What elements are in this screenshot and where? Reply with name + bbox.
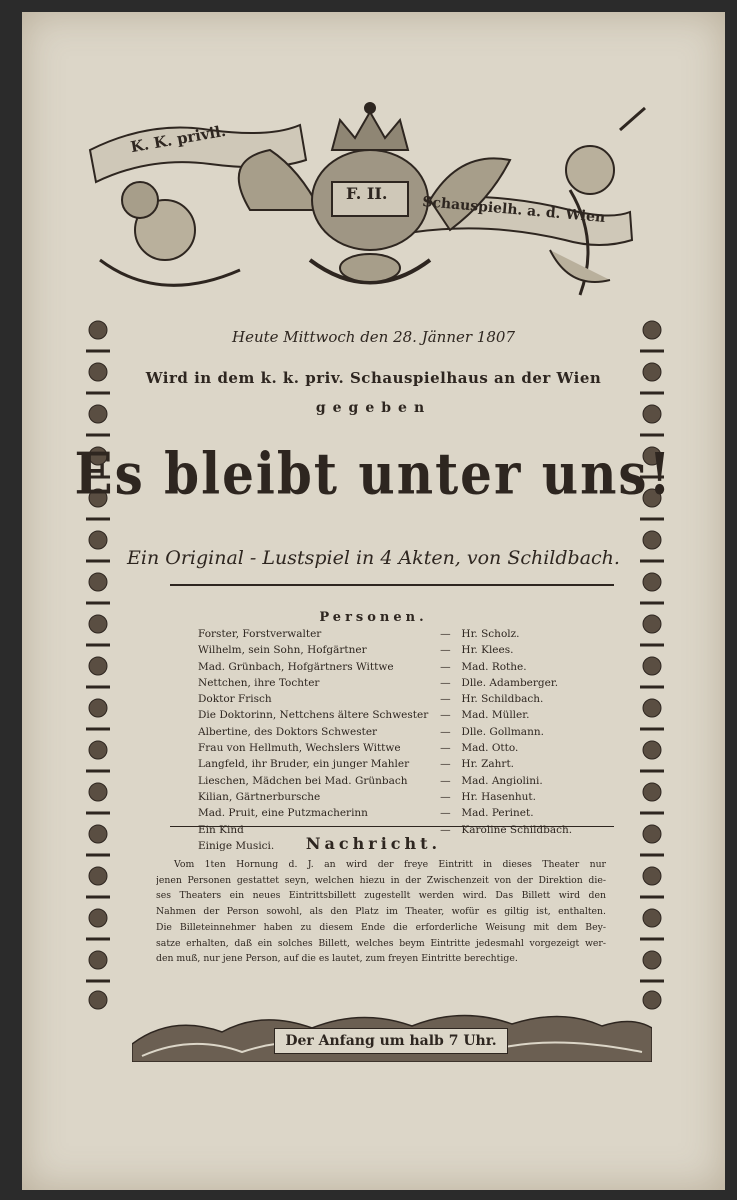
cast-dash: — (440, 628, 451, 640)
cast-row (198, 789, 598, 805)
cast-dash: — (440, 676, 451, 689)
notice-line: Nahmen der Person sowohl, als den Platz im Theater, wofür es giltig ist, enthalten. (156, 906, 606, 918)
notice-line: ses Theaters ein neues Eintrittsbillett zugestellt werden wird. Das Billett wird den (156, 890, 606, 902)
cast-role: Forster, Forstverwalter (198, 628, 322, 640)
cast-actor: Hr. Schildbach. (461, 693, 544, 706)
cast-dash: — (440, 660, 451, 673)
cast-actor: Karoline Schildbach. (461, 823, 573, 836)
cast-dash: — (440, 807, 451, 820)
cast-actor: Hr. Zahrt. (461, 758, 514, 771)
banner-right-text: Schauspielh. a. d. Wien (421, 194, 606, 226)
cast-role: Langfeld, ihr Bruder, ein junger Mahler (198, 758, 410, 771)
cast-role: Doktor Frisch (198, 693, 272, 706)
cast-actor: Mad. Müller. (461, 709, 530, 722)
cast-dash: — (440, 709, 451, 722)
cast-actor: Hr. Scholz. (461, 628, 520, 640)
left-ornament-border (78, 320, 118, 1010)
cast-role: Ein Kind (198, 823, 244, 836)
cast-list (198, 626, 598, 854)
right-ornament-border (632, 320, 672, 1010)
cast-role: Mad. Pruit, eine Putzmacherinn (198, 807, 368, 820)
cast-heading: Personen. (319, 610, 428, 625)
playbill-page (22, 12, 725, 1190)
cast-role: Lieschen, Mädchen bei Mad. Grünbach (198, 774, 408, 787)
cast-role: Wilhelm, sein Sohn, Hofgärtner (198, 644, 367, 657)
notice-line: jenen Personen gestattet seyn, welchen hiezu in der Zwischenzeit von der Direktion die- (156, 874, 606, 886)
cast-row (198, 707, 598, 723)
shield-initials: F. II. (346, 184, 388, 203)
performance-date: Heute Mittwoch den 28. Jänner 1807 (231, 328, 515, 346)
cast-dash: — (440, 725, 451, 738)
cast-dash: — (440, 790, 451, 803)
cast-actor: Mad. Otto. (461, 742, 519, 755)
notice-line: den muß, nur jene Person, auf die es lautet, zum freyen Eintritte berechtige. (156, 953, 518, 965)
cast-role: Einige Musici. (198, 839, 275, 852)
cast-row (198, 740, 598, 756)
cast-row (198, 691, 598, 707)
cast-row (198, 756, 598, 772)
cast-actor: Dlle. Adamberger. (461, 676, 559, 689)
cast-actor: Hr. Hasenhut. (461, 790, 536, 803)
cast-role: Nettchen, ihre Tochter (198, 676, 320, 689)
cast-dash: — (440, 758, 451, 771)
cast-actor: Mad. Rothe. (461, 660, 527, 673)
divider-rule (170, 826, 614, 827)
cast-role: Kilian, Gärtnerbursche (198, 790, 321, 803)
play-subtitle: Ein Original - Lustspiel in 4 Akten, von Schildbach. (127, 547, 620, 569)
notice-body (156, 857, 606, 967)
cast-row (198, 805, 598, 821)
cast-role: Die Doktorinn, Nettchens ältere Schwester (198, 709, 429, 722)
cast-row (198, 642, 598, 658)
given-line: gegeben (315, 400, 432, 416)
cast-actor: Dlle. Gollmann. (461, 725, 544, 738)
notice-line: Die Billeteinnehmer haben zu diesem Ende die erforderliche Weisung mit dem Bey- (156, 921, 606, 933)
cast-row (198, 724, 598, 740)
cast-row (198, 773, 598, 789)
cast-actor: Hr. Klees. (461, 644, 514, 657)
cast-row (198, 626, 598, 642)
banner-left-text: K. K. privil. (129, 121, 228, 157)
cast-row (198, 659, 598, 675)
cast-dash: — (440, 742, 451, 755)
divider-rule (170, 584, 614, 586)
cast-row (198, 675, 598, 691)
venue-line: Wird in dem k. k. priv. Schauspielhaus an der Wien (145, 369, 602, 387)
cast-role: Frau von Hellmuth, Wechslers Wittwe (198, 742, 401, 755)
notice-line: Vom 1ten Hornung d. J. an wird der freye Eintritt in dieses Theater nur (174, 859, 606, 870)
notice-line: satze erhalten, daß ein solches Billett, welches beym Eintritte jedesmahl vorgezeigt wer- (156, 937, 606, 949)
cast-dash: — (440, 644, 451, 657)
cast-dash: — (440, 774, 451, 787)
start-time: Der Anfang um halb 7 Uhr. (274, 1028, 508, 1054)
cast-dash: — (440, 693, 451, 706)
cast-role: Mad. Grünbach, Hofgärtners Wittwe (198, 660, 394, 673)
cast-dash: — (440, 823, 451, 836)
play-title: Es bleibt unter uns! (74, 439, 673, 508)
cast-role: Albertine, des Doktors Schwester (198, 725, 378, 738)
notice-heading: Nachricht. (305, 834, 442, 853)
cast-actor: Mad. Angiolini. (461, 774, 543, 787)
cast-actor: Mad. Perinet. (461, 807, 534, 820)
